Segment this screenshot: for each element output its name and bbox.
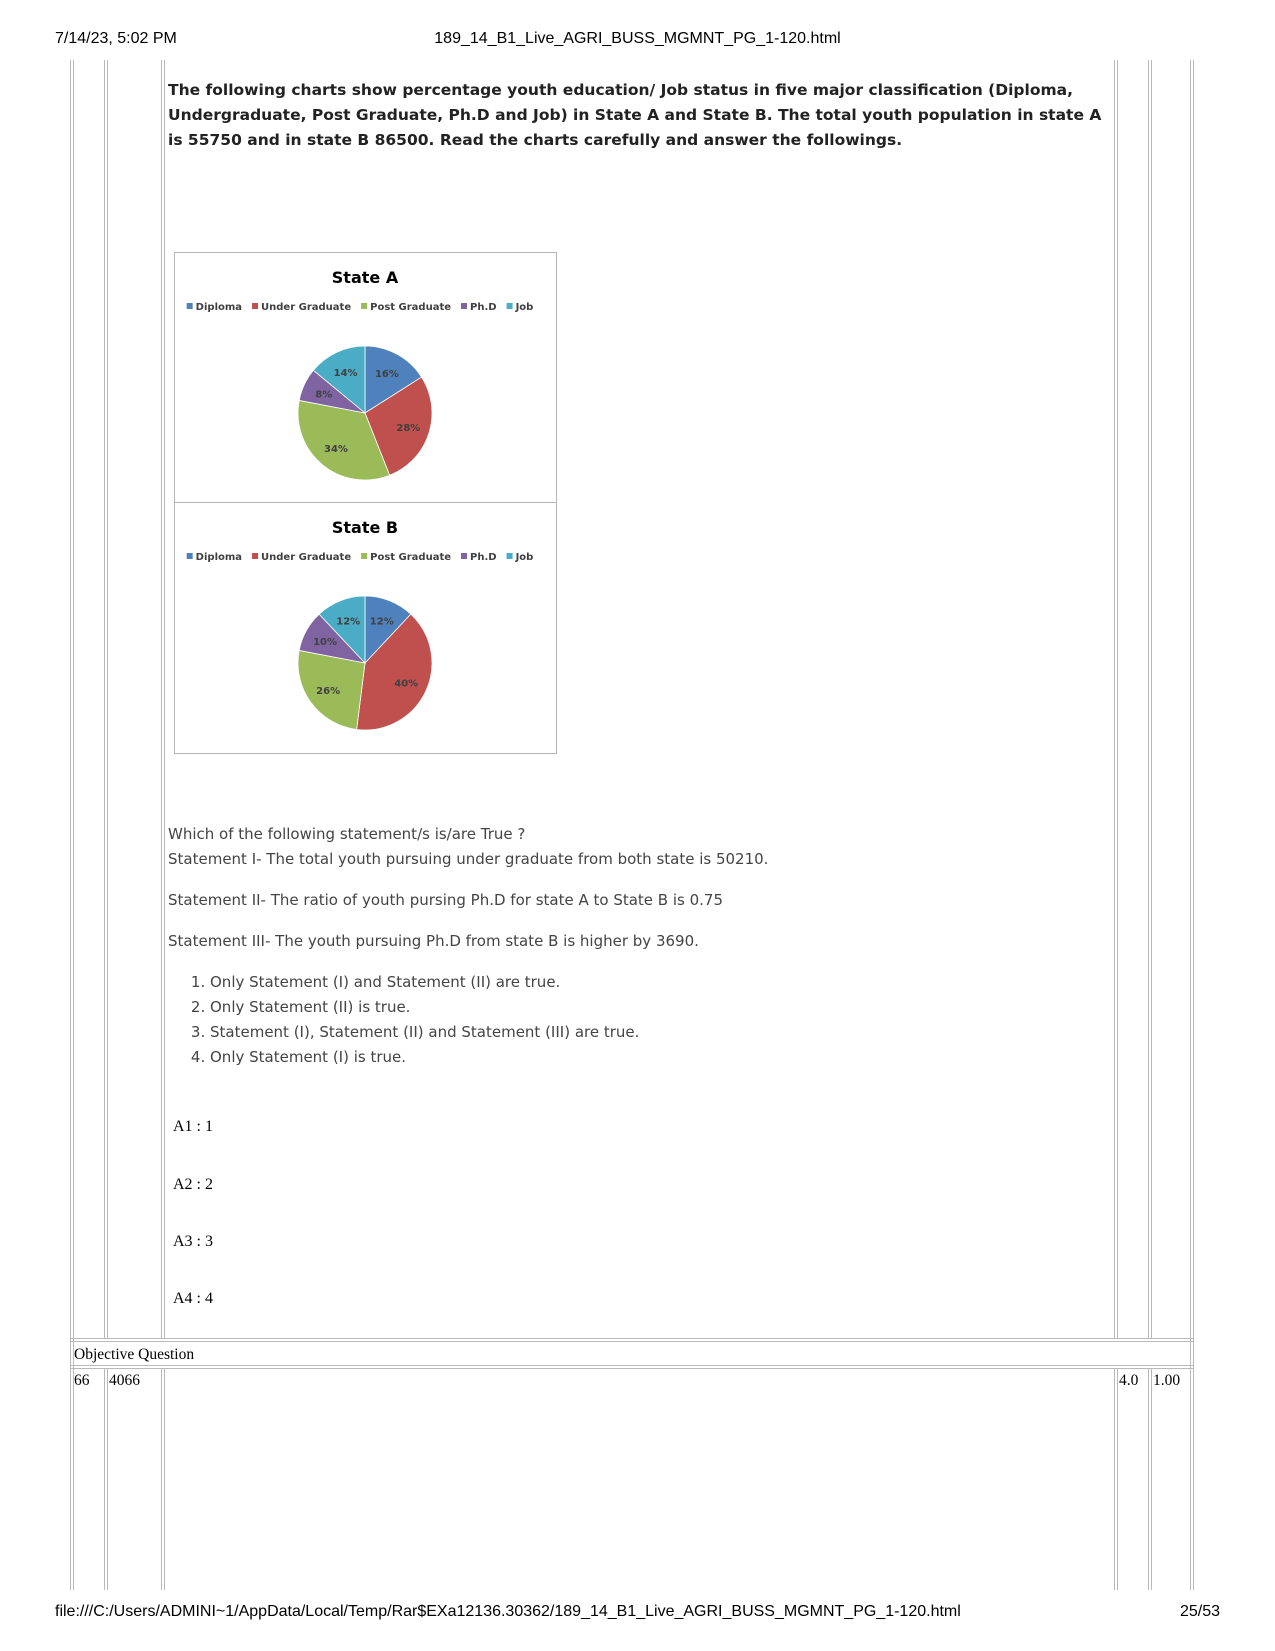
print-page-number: 25/53: [1179, 1603, 1220, 1620]
legend-label-job: Job: [515, 302, 534, 313]
option-item: 3. Statement (I), Statement (II) and Statement (III) are true.: [210, 1020, 1118, 1045]
legend-item-under-graduate: [252, 302, 351, 313]
legend-label-ph-d: Ph.D: [470, 302, 497, 313]
chart-legend: [187, 552, 534, 563]
legend-label-ph-d: Ph.D: [470, 552, 497, 563]
statement-3: Statement III- The youth pursuing Ph.D from state B is higher by 3690.: [168, 932, 699, 950]
legend-swatch-diploma: [187, 553, 193, 559]
legend-item-ph-d: [461, 552, 497, 563]
pie-chart-state-a: [174, 252, 557, 504]
legend-swatch-job: [507, 553, 513, 559]
legend-item-diploma: [187, 552, 242, 563]
legend-swatch-diploma: [187, 303, 193, 309]
legend-swatch-ph-d: [461, 553, 467, 559]
legend-swatch-job: [507, 303, 513, 309]
legend-label-post-graduate: Post Graduate: [370, 552, 452, 563]
legend-item-job: [507, 302, 534, 313]
row-marks: 4.0: [1119, 1372, 1139, 1389]
print-datetime: 7/14/23, 5:02 PM: [55, 30, 177, 47]
legend-label-under-graduate: Under Graduate: [261, 302, 352, 313]
statement-1: Statement I- The total youth pursuing under graduate from both state is 50210.: [168, 850, 769, 868]
option-item: 4. Only Statement (I) is true.: [210, 1045, 1118, 1070]
legend-swatch-post-graduate: [361, 303, 367, 309]
pie-label-job: 12%: [336, 616, 361, 628]
legend-item-post-graduate: [361, 302, 451, 313]
pie-label-post-graduate: 34%: [323, 444, 348, 456]
chart-legend: [187, 302, 534, 313]
answer-3: A3 : 3: [173, 1233, 213, 1250]
legend-swatch-under-graduate: [252, 553, 258, 559]
legend-label-diploma: Diploma: [195, 552, 243, 563]
pie-label-under-graduate: 40%: [394, 678, 419, 690]
print-footer: [0, 1603, 1275, 1623]
question-intro: The following charts show percentage youth education/ Job status in five major classification (Diploma, Undergraduate, Post Graduate, Ph.D and Job) in State A and State B. The total youth population in state A is 55750 and in state B 86500. Read the charts carefully and answer the followings.: [168, 81, 1102, 149]
answer-4: A4 : 4: [173, 1290, 213, 1307]
pie-label-under-graduate: 28%: [396, 423, 421, 435]
statement-2: Statement II- The ratio of youth pursing Ph.D for state A to State B is 0.75: [168, 891, 723, 909]
print-file-path: file:///C:/Users/ADMINI~1/AppData/Local/Temp/Rar$EXa12136.30362/189_14_B1_Live_AGRI_BUSS_MGMNT_PG_1-120.html: [55, 1603, 961, 1620]
pie-chart-state-a-svg: [175, 253, 555, 502]
print-header: [0, 30, 1275, 50]
pie-label-post-graduate: 26%: [316, 685, 341, 697]
legend-label-post-graduate: Post Graduate: [370, 302, 452, 313]
answer-2: A2 : 2: [173, 1176, 213, 1193]
question-body: [168, 822, 1118, 1070]
pie-chart-state-b: [174, 502, 557, 754]
pie-chart-state-b-svg: [175, 503, 555, 752]
section-label: Objective Question: [74, 1346, 195, 1363]
legend-item-diploma: [187, 302, 242, 313]
options-list: [168, 970, 1118, 1070]
legend-swatch-post-graduate: [361, 553, 367, 559]
pie-label-diploma: 16%: [374, 369, 399, 381]
legend-swatch-under-graduate: [252, 303, 258, 309]
legend-swatch-ph-d: [461, 303, 467, 309]
print-doc-title: 189_14_B1_Live_AGRI_BUSS_MGMNT_PG_1-120.html: [434, 30, 841, 47]
chart-title: State B: [331, 518, 399, 537]
legend-label-job: Job: [515, 552, 534, 563]
answer-1: A1 : 1: [173, 1118, 213, 1135]
option-item: 2. Only Statement (II) is true.: [210, 995, 1118, 1020]
legend-item-job: [507, 552, 534, 563]
question-intro-block: [168, 78, 1118, 153]
option-item: 1. Only Statement (I) and Statement (II) are true.: [210, 970, 1118, 995]
legend-item-under-graduate: [252, 552, 351, 563]
legend-item-ph-d: [461, 302, 497, 313]
pie-label-job: 14%: [333, 367, 358, 379]
row-question-id: 4066: [109, 1372, 140, 1389]
legend-label-under-graduate: Under Graduate: [261, 552, 352, 563]
chart-title: State A: [331, 268, 399, 287]
legend-item-post-graduate: [361, 552, 451, 563]
legend-label-diploma: Diploma: [195, 302, 243, 313]
row-serial: 66: [74, 1372, 90, 1389]
row-negative-marks: 1.00: [1153, 1372, 1181, 1389]
question-prompt: Which of the following statement/s is/are True ?: [168, 825, 526, 843]
pie-label-diploma: 12%: [369, 616, 394, 628]
pie-label-ph-d: 8%: [315, 389, 333, 401]
pie-label-ph-d: 10%: [313, 637, 338, 649]
